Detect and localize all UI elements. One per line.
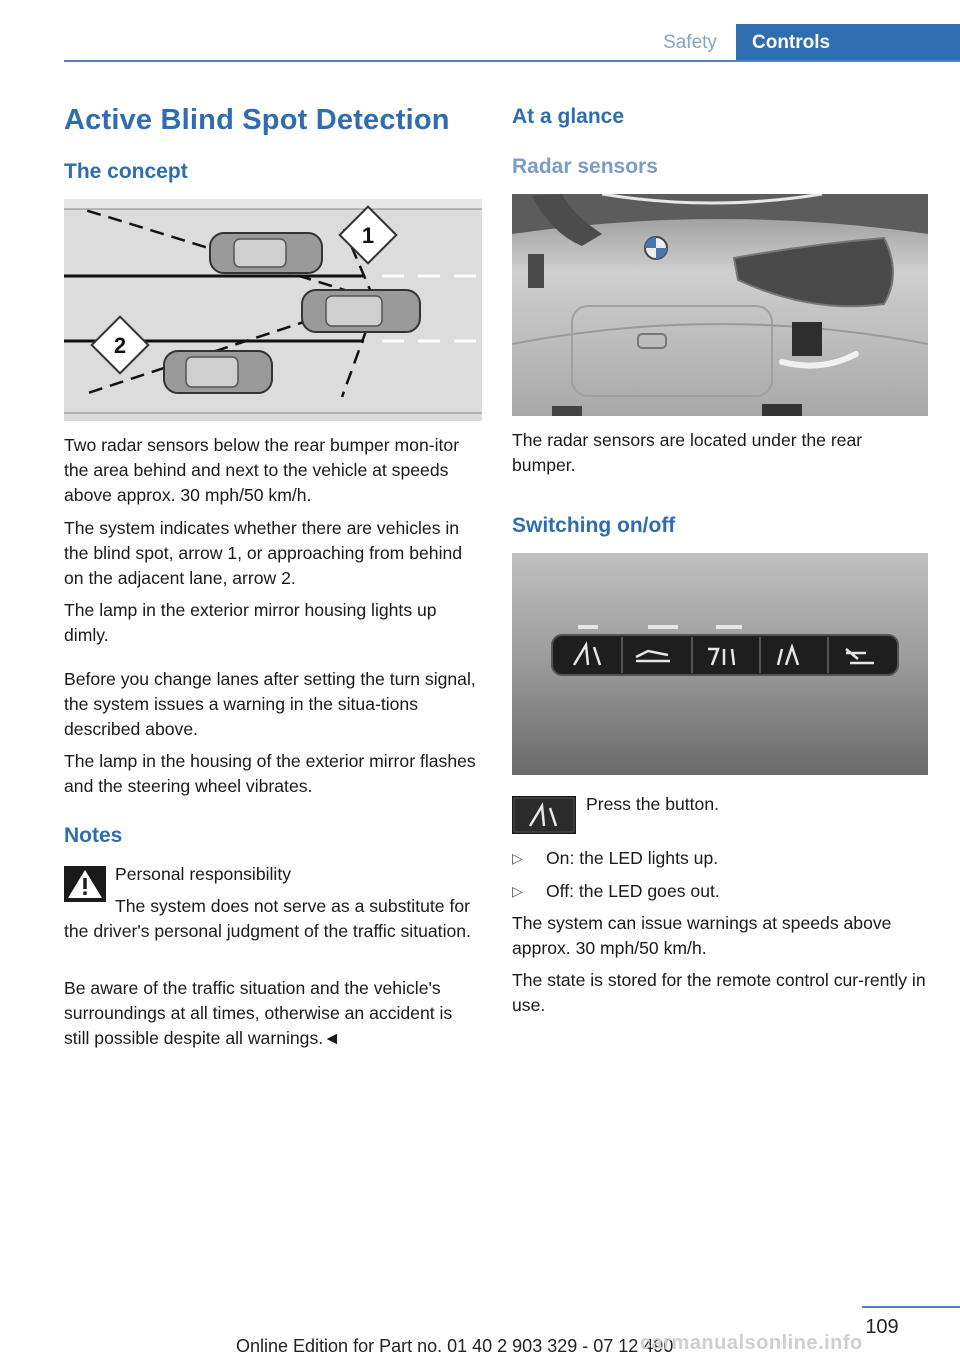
header-tab-controls: Controls — [736, 24, 960, 62]
header-rule — [64, 60, 960, 62]
speed-paragraph: The system can issue warnings at speeds above approx. 30 mph/50 km/h. — [512, 913, 892, 958]
section-heading-concept: The concept — [64, 160, 188, 183]
car-icon — [302, 290, 420, 332]
section-heading-notes: Notes — [64, 824, 123, 847]
edition-text: Online Edition for Part no. 01 40 2 903 329 - 07 12 490 — [236, 1336, 674, 1356]
page-title: Active Blind Spot Detection — [64, 104, 450, 136]
watermark: carmanualsonline.info — [640, 1332, 863, 1354]
radar-sensors-photo — [512, 194, 928, 416]
header-tab-safety: Safety — [663, 32, 717, 53]
triangle-bullet-icon: ▷ — [512, 883, 523, 899]
triangle-bullet-icon: ▷ — [512, 850, 523, 866]
press-button-text: Press the button. — [586, 794, 720, 814]
section-heading-at-a-glance: At a glance — [512, 105, 625, 128]
concept-paragraph-5: The lamp in the housing of the exterior mirror flashes and the steering wheel vibrates. — [64, 751, 476, 796]
warning-text: The system does not serve as a substitute for the driver's personal judgment of the traffic situation. — [64, 896, 471, 941]
concept-paragraph-3: The lamp in the exterior mirror housing lights up dimly. — [64, 600, 437, 645]
bullet-off-text: Off: the LED goes out. — [546, 881, 720, 901]
arrow-1-label: 1 — [361, 223, 375, 248]
page-number: 109 — [865, 1316, 899, 1338]
subheading-radar-sensors: Radar sensors — [512, 155, 658, 178]
warning-text-2: Be aware of the traffic situation and the vehicle's surroundings at all times, otherwise an accident is still possible despite all warnings.◄ — [64, 978, 453, 1048]
concept-paragraph-1: Two radar sensors below the rear bumper mon-itor the area behind and next to the vehicle at speeds above approx. 30 mph/50 km/h. — [64, 435, 460, 505]
list-item — [512, 879, 930, 904]
list-item — [512, 846, 930, 871]
footer-rule — [862, 1306, 960, 1308]
warning-title: Personal responsibility — [115, 864, 292, 884]
bullet-on-text: On: the LED lights up. — [546, 848, 719, 868]
concept-paragraph-4: Before you change lanes after setting the turn signal, the system issues a warning in the situa-tions described above. — [64, 669, 476, 739]
section-heading-switching: Switching on/off — [512, 514, 676, 537]
concept-paragraph-2: The system indicates whether there are vehicles in the blind spot, arrow 1, or approaching from behind on the adjacent lane, arrow 2. — [64, 518, 463, 588]
radar-caption: The radar sensors are located under the rear bumper. — [512, 430, 863, 475]
car-icon — [164, 351, 272, 393]
blind-spot-button-icon — [512, 796, 576, 834]
blind-spot-diagram — [64, 199, 482, 421]
car-icon — [210, 233, 322, 273]
button-panel-photo — [512, 553, 928, 775]
arrow-2-label: 2 — [113, 333, 127, 358]
state-paragraph: The state is stored for the remote control cur-rently in use. — [512, 970, 926, 1015]
